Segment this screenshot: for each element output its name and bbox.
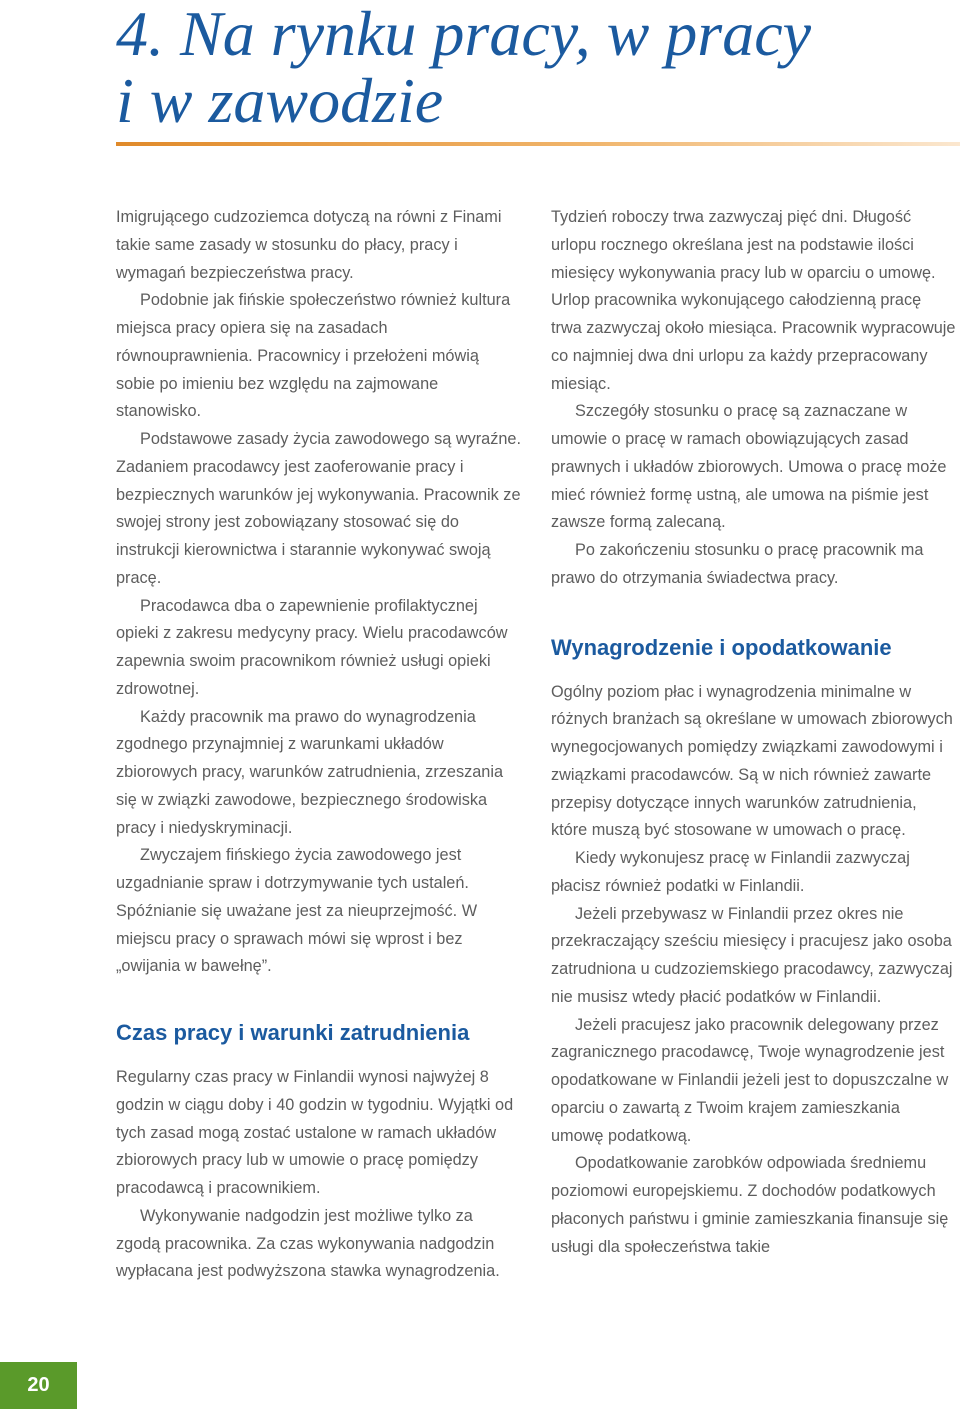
paragraph: Podobnie jak fińskie społeczeństwo również kultura miejsca pracy opiera się na zasadach równouprawnienia. Pracownicy i przełożeni mówią sobie po imieniu bez względu na zajmowane stanowisko.: [116, 291, 511, 421]
paragraph: Tydzień roboczy trwa zazwyczaj pięć dni. Długość urlopu rocznego określana jest na podstawie ilości miesięcy wykonywania pracy lub w oparciu o umowę. Urlop pracownika wykonującego całodzienną pracę trwa zazwyczaj około miesiąca. Pracownik wypracowuje co najmniej dwa dni urlopu za każdy przepracowany miesiąc.: [551, 208, 956, 393]
paragraph: Kiedy wykonujesz pracę w Finlandii zazwyczaj płacisz również podatki w Finlandii.: [551, 849, 910, 895]
paragraph: Każdy pracownik ma prawo do wynagrodzenia zgodnego przynajmniej z warunkami układów zbiorowych pracy, warunków zatrudnienia, zrzeszania się w związki zawodowe, bezpiecznego środowiska pracy i niedyskryminacji.: [116, 707, 504, 837]
paragraph: Szczegóły stosunku o pracę są zaznaczane w umowie o pracę w ramach obowiązujących zasad prawnych i układów zbiorowych. Umowa o pracę może mieć również formę ustną, ale umowa na piśmie jest zawsze formą zalecaną.: [551, 402, 947, 532]
section-heading-salary-taxation: Wynagrodzenie i opodatkowanie: [551, 634, 892, 660]
paragraph: Imigrującego cudzoziemca dotyczą na równi z Finami takie same zasady w stosunku do płacy, pracy i wymagań bezpieczeństwa pracy.: [116, 208, 502, 282]
paragraph: Podstawowe zasady życia zawodowego są wyraźne. Zadaniem pracodawcy jest zaoferowanie pracy i bezpiecznych warunków jej wykonywania. Pracownik ze swojej strony jest zobowiązany stosować się do instrukcji kierownictwa i starannie wykonywać swoją pracę.: [116, 430, 521, 587]
chapter-title: [116, 0, 811, 134]
paragraph: Opodatkowanie zarobków odpowiada średniemu poziomowi europejskiemu. Z dochodów podatkowych płaconych państwu i gminie zamieszkania finansuje się usługi dla społeczeństwa takie: [551, 1154, 949, 1256]
paragraph: Pracodawca dba o zapewnienie profilaktycznej opieki z zakresu medycyny pracy. Wielu pracodawców zapewnia swoim pracownikom również usługi opieki zdrowotnej.: [116, 596, 508, 698]
chapter-title-line-1: 4. Na rynku pracy, w pracy: [116, 0, 811, 69]
title-divider: [116, 142, 960, 146]
page-number: 20: [0, 1362, 77, 1409]
paragraph: Regularny czas pracy w Finlandii wynosi najwyżej 8 godzin w ciągu doby i 40 godzin w tygodniu. Wyjątki od tych zasad mogą zostać ustalone w ramach układów zbiorowych pracy lub w umowie o pracę pomiędzy pracodawcą i pracownikiem.: [116, 1068, 514, 1197]
paragraph: Jeżeli przebywasz w Finlandii przez okres nie przekraczający sześciu miesięcy i pracujesz jako osoba zatrudniona u cudzoziemskiego pracodawcy, zazwyczaj nie musisz wtedy płacić podatków w Finlandii.: [551, 904, 953, 1006]
paragraph: Jeżeli pracujesz jako pracownik delegowany przez zagranicznego pracodawcę, Twoje wynagrodzenie jest opodatkowane w Finlandii jeżeli jest to dopuszczalne w oparciu o zawartą z Twoim krajem zamieszkania umowę podatkową.: [551, 1015, 949, 1145]
paragraph: Zwyczajem fińskiego życia zawodowego jest uzgadnianie spraw i dotrzymywanie tych ustaleń. Spóźnianie się uważane jest za nieuprzejmość. W miejscu pracy o sprawach mówi się wprost i bez „owijania w bawełnę”.: [116, 846, 478, 976]
left-column: [116, 204, 521, 1286]
right-column: [551, 204, 956, 1261]
paragraph: Wykonywanie nadgodzin jest możliwe tylko za zgodą pracownika. Za czas wykonywania nadgodzin wypłacana jest podwyższona stawka wynagrodzenia.: [116, 1206, 500, 1281]
section-heading-working-time: Czas pracy i warunki zatrudnienia: [116, 1020, 470, 1045]
chapter-title-line-2: i w zawodzie: [116, 65, 444, 136]
paragraph: Ogólny poziom płac i wynagrodzenia minimalne w różnych branżach są określane w umowach zbiorowych wynegocjowanych pomiędzy związkami zawodowymi i związkami pracodawców. Są w nich również zawarte przepisy dotyczące innych warunków zatrudnienia, które muszą być stosowane w umowach o pracę.: [551, 682, 953, 840]
paragraph: Po zakończeniu stosunku o pracę pracownik ma prawo do otrzymania świadectwa pracy.: [551, 541, 924, 587]
